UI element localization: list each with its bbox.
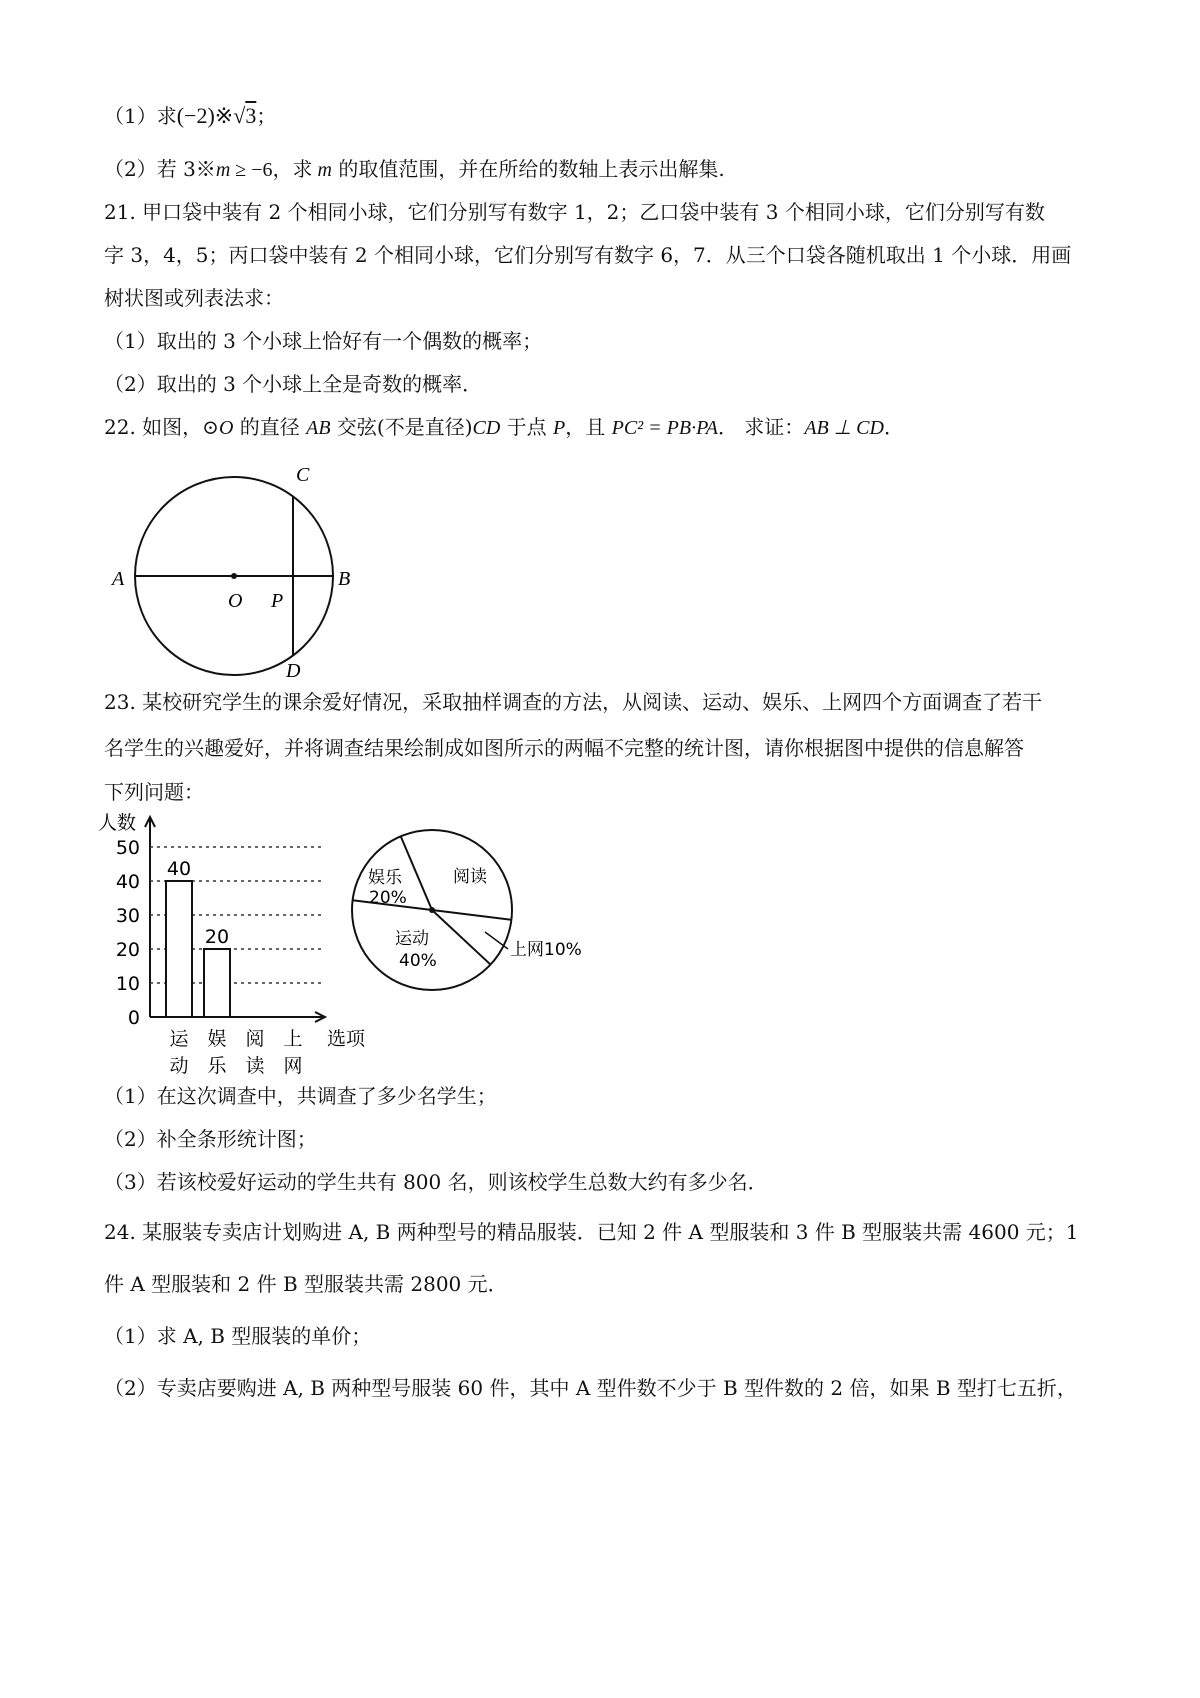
pie-label-entertainment: 娱乐 [368, 868, 402, 888]
center-point [231, 573, 237, 579]
q22-mid4: ，且 [565, 415, 612, 439]
circle-symbol: ⊙ [202, 415, 219, 439]
label-b: B [338, 568, 351, 590]
segment-ab: AB [306, 417, 331, 439]
q23-line1: 23. 某校研究学生的课余爱好情况，采取抽样调查的方法，从阅读、运动、娱乐、上网四个方面调查了若干 [104, 690, 1043, 714]
q20-sub1-suffix: ； [256, 104, 277, 128]
bar [204, 949, 230, 1017]
x-tick-label: 动 [169, 1055, 189, 1077]
q20-sub2-rel: ≥ −6，求 [230, 159, 318, 181]
label-c: C [296, 464, 310, 486]
q23-line3: 下列问题： [104, 780, 204, 804]
segment-cd: CD [472, 417, 501, 439]
bar-data-label: 20 [204, 926, 230, 948]
pie-slice-boundary [432, 910, 511, 920]
q22-mid1: 的直径 [233, 415, 307, 439]
y-tick-label: 30 [115, 905, 140, 927]
var-m: m [215, 159, 231, 181]
pie-label-sports: 运动 [395, 929, 429, 949]
q22-mid2: 交弦(不是直径) [330, 415, 473, 439]
x-tick-label: 娱 [207, 1028, 227, 1050]
q23-sub3: （3）若该校爱好运动的学生共有 800 名，则该校学生总数大约有多少名． [104, 1170, 768, 1194]
q21-line1: 21. 甲口袋中装有 2 个相同小球，它们分别写有数字 1，2；乙口袋中装有 3 个相同小球，它们分别写有数 [104, 200, 1045, 224]
y-tick-label: 0 [127, 1007, 140, 1029]
x-tick-label: 乐 [207, 1055, 227, 1077]
pie-chart [345, 818, 645, 1008]
q22-conclusion: AB ⊥ CD [804, 417, 884, 439]
label-d: D [286, 660, 301, 682]
q22-equation: PC² = PB·PA [611, 417, 718, 439]
y-tick-label: 20 [115, 939, 140, 961]
q24-sub2: （2）专卖店要购进 A, B 两种型号服装 60 件，其中 A 型件数不少于 B 型件数的 2 倍，如果 B 型打七五折， [104, 1376, 1077, 1400]
q22-statement [104, 413, 904, 442]
q21-sub1: （1）取出的 3 个小球上恰好有一个偶数的概率； [104, 329, 543, 353]
q22-prefix: 22. 如图， [104, 415, 203, 439]
q22-mid5: ． 求证： [717, 415, 805, 439]
pie-leader-line [485, 932, 508, 949]
x-tick-label: 网 [283, 1055, 303, 1077]
q24-line2: 件 A 型服装和 2 件 B 型服装共需 2800 元． [104, 1272, 508, 1296]
q20-sub1-expr: (−2)※ [176, 103, 234, 128]
q21-line2: 字 3，4，5；丙口袋中装有 2 个相同小球，它们分别写有数字 6，7．从三个口袋各随机取出 1 个小球．用画 [104, 243, 1072, 267]
point-o: O [218, 417, 234, 439]
bar-chart [95, 805, 365, 1090]
q22-mid3: 于点 [500, 415, 554, 439]
x-axis-label: 选项 [327, 1028, 365, 1050]
x-tick-label: 读 [245, 1055, 265, 1077]
pie-label-internet: 上网10% [510, 940, 582, 960]
x-tick-label: 运 [169, 1028, 189, 1050]
q20-sub2-suffix: 的取值范围，并在所给的数轴上表示出解集. [331, 157, 725, 181]
x-tick-label: 阅 [245, 1028, 265, 1050]
pie-label-reading: 阅读 [453, 867, 487, 887]
q24-line1: 24. 某服装专卖店计划购进 A, B 两种型号的精品服装．已知 2 件 A 型服装和 3 件 B 型服装共需 4600 元；1 [104, 1220, 1079, 1244]
y-tick-label: 10 [115, 973, 140, 995]
bar [166, 881, 192, 1017]
q20-sub2 [104, 155, 725, 184]
q23-line2: 名学生的兴趣爱好，并将调查结果绘制成如图所示的两幅不完整的统计图，请你根据图中提供的信息解答 [104, 736, 1024, 760]
label-p: P [271, 590, 284, 612]
x-tick-label: 上 [283, 1028, 303, 1050]
point-p: P [553, 417, 566, 439]
q20-sub2-prefix: （2）若 3※ [104, 157, 216, 181]
y-tick-label: 50 [115, 837, 140, 859]
y-tick-label: 40 [115, 871, 140, 893]
label-a: A [112, 568, 125, 590]
sqrt-arg: 3 [245, 103, 257, 128]
pie-percent-entertainment: 20% [369, 888, 407, 908]
q23-sub1: （1）在这次调查中，共调查了多少名学生； [104, 1084, 497, 1108]
label-o: O [228, 590, 243, 612]
q21-sub2: （2）取出的 3 个小球上全是奇数的概率． [104, 372, 483, 396]
pie-slice-boundary [432, 910, 491, 965]
q21-line3: 树状图或列表法求： [104, 286, 284, 310]
var-m-2: m [317, 159, 332, 181]
q23-sub2: （2）补全条形统计图； [104, 1127, 317, 1151]
y-axis-label: 人数 [98, 812, 137, 834]
pie-percent-sports: 40% [399, 951, 437, 971]
q20-sub1-prefix: （1）求 [104, 104, 177, 128]
q20-sub1 [104, 102, 276, 130]
q24-sub1: （1）求 A, B 型服装的单价； [104, 1324, 372, 1348]
sqrt-symbol: √3 [233, 103, 257, 128]
q22-end: ． [883, 415, 904, 439]
bar-data-label: 40 [166, 858, 192, 880]
